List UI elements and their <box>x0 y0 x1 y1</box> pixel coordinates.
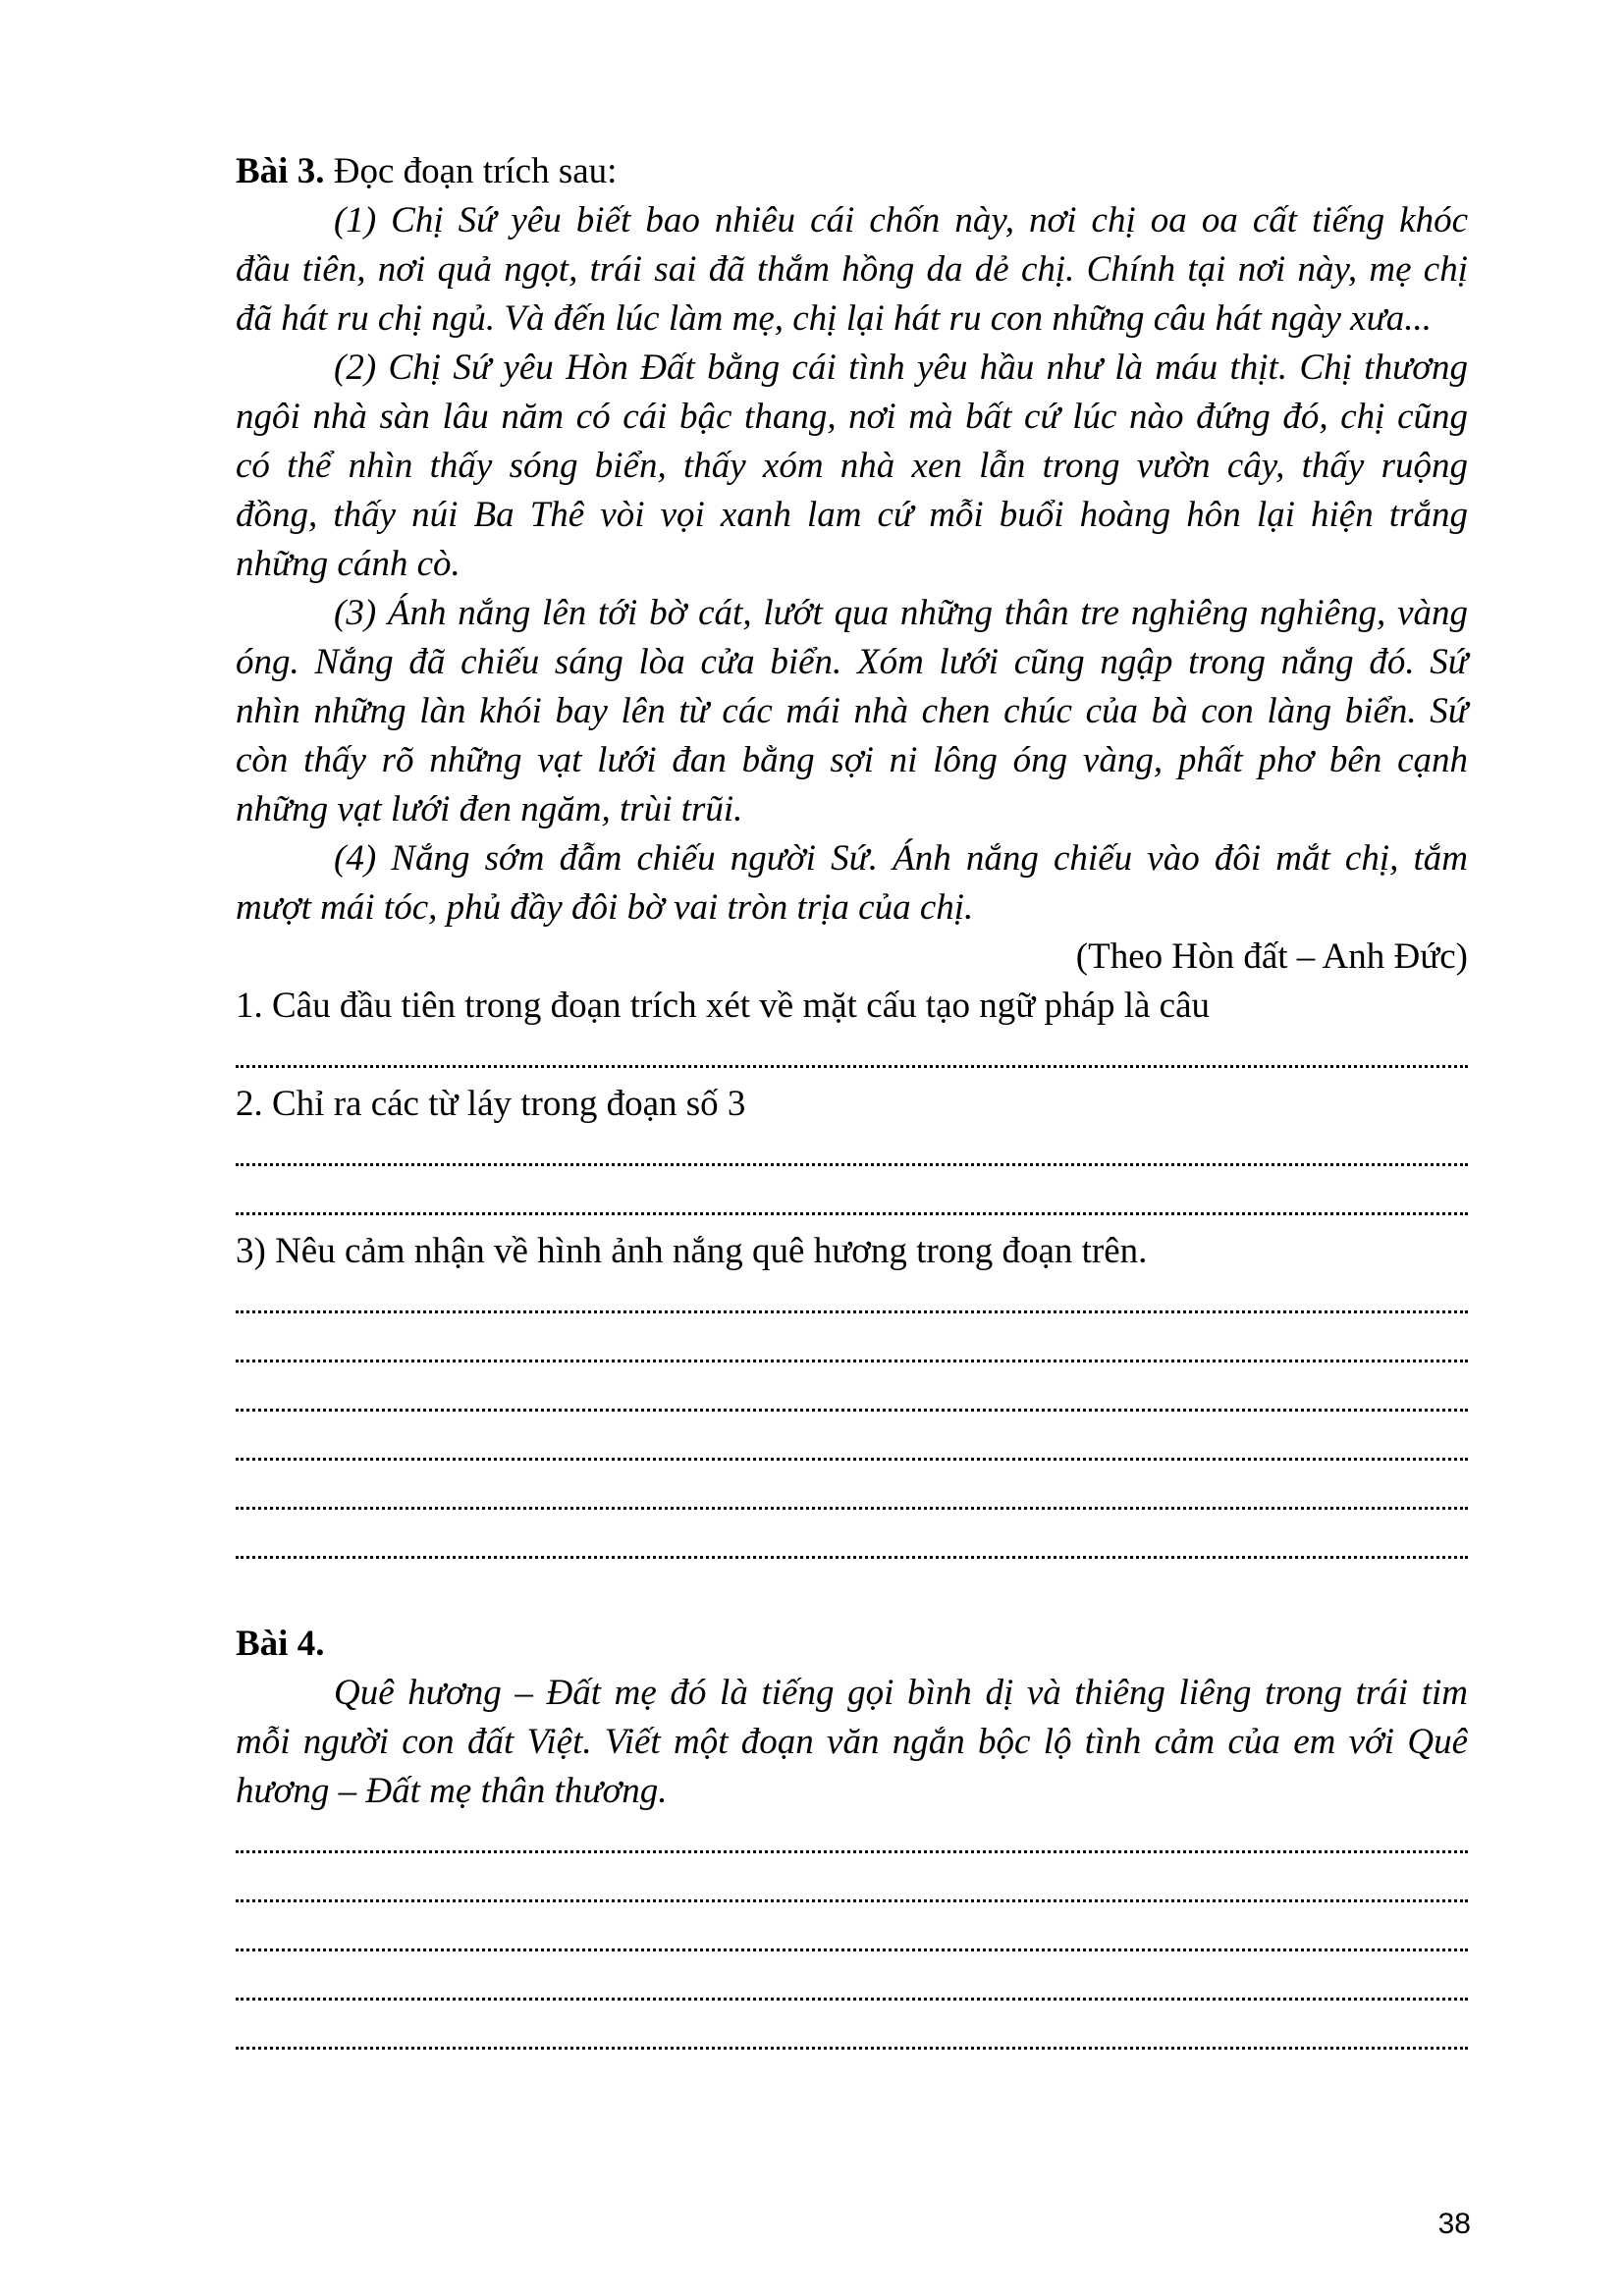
passage-source: (Theo Hòn đất – Anh Đức) <box>1075 936 1468 977</box>
bai3-instruction: Đọc đoạn trích sau: <box>324 151 618 191</box>
answer-line-q3[interactable] <box>236 1423 1468 1472</box>
prompt-line: Quê hương – Đất mẹ đó là tiếng gọi bình dị và thiêng liêng trong trái tim <box>334 1673 1468 1713</box>
section-spacer <box>236 1571 1468 1620</box>
answer-line-q3[interactable] <box>236 1472 1468 1522</box>
passage-line: óng. Nắng đã chiếu sáng lòa cửa biển. Xóm lưới cũng ngập trong nắng đó. Sứ <box>236 642 1468 682</box>
answer-line-bai4[interactable] <box>236 1816 1468 1865</box>
page-number: 38 <box>1437 2208 1471 2240</box>
question-2: 2. Chỉ ra các từ láy trong đoạn số 3 <box>236 1084 746 1124</box>
bai4-prompt <box>236 1669 1468 1816</box>
answer-line-bai4[interactable] <box>236 1963 1468 2012</box>
passage-line: (3) Ánh nắng lên tới bờ cát, lướt qua những thân tre nghiêng nghiêng, vàng <box>334 593 1468 633</box>
passage-line: (2) Chị Sứ yêu Hòn Đất bằng cái tình yêu hầu như là máu thịt. Chị thương <box>334 347 1468 388</box>
answer-line-q1[interactable] <box>236 1031 1468 1080</box>
passage-line: ngôi nhà sàn lâu năm có cái bậc thang, nơi mà bất cứ lúc nào đứng đó, chị cũng <box>236 397 1468 437</box>
passage-line: mượt mái tóc, phủ đầy đôi bờ vai tròn trịa của chị. <box>236 887 974 928</box>
passage-line: đồng, thấy núi Ba Thê vòi vọi xanh lam cứ mỗi buổi hoàng hôn lại hiện trắng <box>236 495 1468 535</box>
passage-line: những cánh cò. <box>236 544 460 584</box>
answer-line-bai4[interactable] <box>236 1914 1468 1963</box>
bai3-heading <box>236 147 1468 196</box>
question-3: 3) Nêu cảm nhận về hình ảnh nắng quê hương trong đoạn trên. <box>236 1231 1148 1271</box>
bai3-title: Bài 3. <box>236 151 325 191</box>
passage-line: nhìn những làn khói bay lên từ các mái nhà chen chúc của bà con làng biển. Sứ <box>236 691 1468 731</box>
bai4-title: Bài 4. <box>236 1624 325 1664</box>
answer-line-bai4[interactable] <box>236 2012 1468 2061</box>
answer-line-q2[interactable] <box>236 1129 1468 1178</box>
passage-line: những vạt lưới đen ngăm, trùi trũi. <box>236 789 743 829</box>
passage-line: (4) Nắng sớm đẫm chiếu người Sứ. Ánh nắng chiếu vào đôi mắt chị, tắm <box>334 838 1468 879</box>
passage-line: còn thấy rõ những vạt lưới đan bằng sợi ni lông óng vàng, phất phơ bên cạnh <box>236 740 1468 780</box>
answer-line-q3[interactable] <box>236 1374 1468 1423</box>
answer-line-q3[interactable] <box>236 1522 1468 1571</box>
answer-line-bai4[interactable] <box>236 1865 1468 1914</box>
answer-line-q2[interactable] <box>236 1178 1468 1227</box>
prompt-line: hương – Đất mẹ thân thương. <box>236 1771 668 1811</box>
answer-line-q3[interactable] <box>236 1276 1468 1325</box>
passage-line: đã hát ru chị ngủ. Và đến lúc làm mẹ, chị lại hát ru con những câu hát ngày xưa... <box>236 298 1433 339</box>
passage-line: đầu tiên, nơi quả ngọt, trái sai đã thắm hồng da dẻ chị. Chính tại nơi này, mẹ chị <box>236 249 1468 290</box>
answer-line-q3[interactable] <box>236 1325 1468 1374</box>
question-1: 1. Câu đầu tiên trong đoạn trích xét về mặt cấu tạo ngữ pháp là câu <box>236 986 1211 1026</box>
passage-line: (1) Chị Sứ yêu biết bao nhiêu cái chốn này, nơi chị oa oa cất tiếng khóc <box>334 200 1468 240</box>
bai3-passage <box>236 196 1468 933</box>
passage-line: có thể nhìn thấy sóng biển, thấy xóm nhà xen lẫn trong vườn cây, thấy ruộng <box>236 446 1468 486</box>
prompt-line: mỗi người con đất Việt. Viết một đoạn văn ngắn bộc lộ tình cảm của em với Quê <box>236 1722 1468 1762</box>
worksheet-page <box>236 147 1468 2061</box>
